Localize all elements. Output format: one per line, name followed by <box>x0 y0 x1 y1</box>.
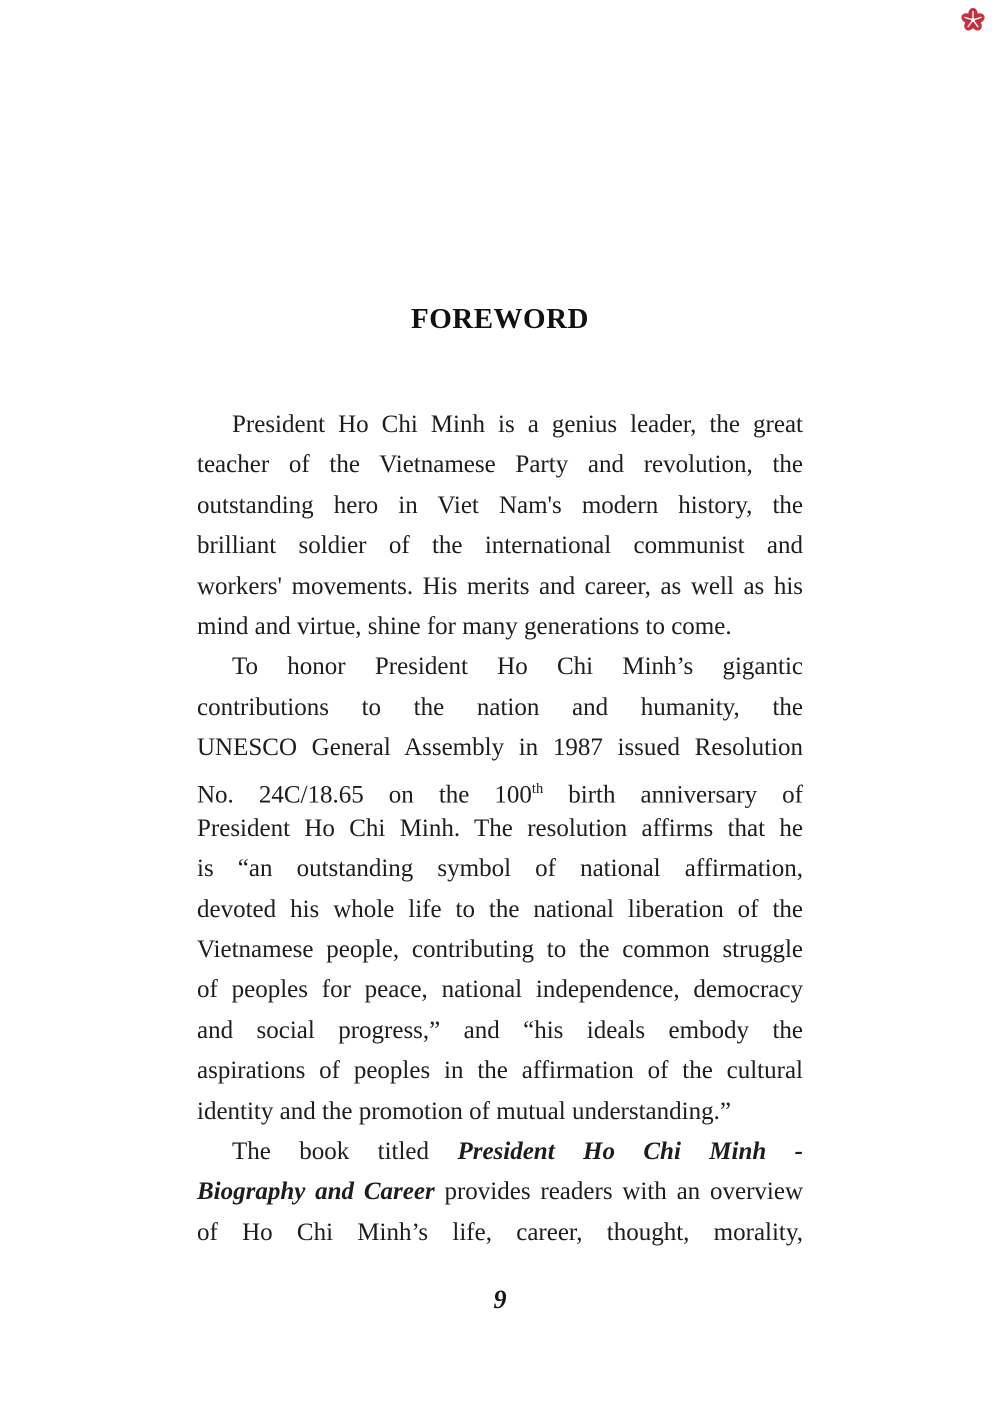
text-run: President Ho Chi Minh - <box>457 1138 804 1166</box>
text-line <box>197 1213 803 1253</box>
text-line <box>197 647 803 687</box>
text-line <box>197 688 803 728</box>
paragraph <box>197 405 803 647</box>
text-run: of peoples for peace, national independence, democracy <box>197 976 803 1004</box>
body-text <box>197 405 803 1253</box>
text-run: To honor President Ho Chi Minh’s gigantic <box>232 653 803 681</box>
text-run: Vietnamese people, contributing to the common struggle <box>197 936 803 964</box>
text-run: th <box>531 780 544 797</box>
text-run: The book titled <box>232 1138 458 1166</box>
page-title: FOREWORD <box>411 303 589 335</box>
text-line <box>197 486 803 526</box>
text-run: President Ho Chi Minh. The resolution affirms that he <box>197 814 803 842</box>
text-run: of Ho Chi Minh’s life, career, thought, morality, <box>197 1218 803 1246</box>
text-line <box>197 970 803 1010</box>
text-line <box>197 405 803 445</box>
page-number: 9 <box>493 1285 507 1314</box>
paragraph <box>197 647 803 1132</box>
text-line <box>197 567 803 607</box>
flower-icon <box>959 6 987 34</box>
text-line <box>197 890 803 930</box>
text-run: is “an outstanding symbol of national affirmation, <box>197 855 803 883</box>
text-line <box>197 1092 803 1132</box>
text-line <box>197 728 803 768</box>
text-run: birth anniversary of <box>543 780 804 808</box>
text-run: aspirations of peoples in the affirmation of the cultural <box>197 1057 803 1085</box>
text-line <box>197 445 803 485</box>
text-line <box>197 930 803 970</box>
text-run: identity and the promotion of mutual understanding.” <box>197 1097 731 1125</box>
text-run: outstanding hero in Viet Nam's modern history, the <box>197 491 803 519</box>
text-run: and social progress,” and “his ideals embody the <box>197 1016 803 1044</box>
text-run: President Ho Chi Minh is a genius leader, the great <box>232 411 803 438</box>
text-line <box>197 526 803 566</box>
text-run: workers' movements. His merits and career, as well as his <box>197 572 803 600</box>
text-run: brilliant soldier of the international communist and <box>197 532 803 560</box>
text-run: Biography and Career <box>197 1178 435 1206</box>
text-run: No. 24C/18.65 on the 100 <box>197 780 532 808</box>
text-line <box>197 849 803 889</box>
text-line <box>197 809 803 849</box>
text-run: devoted his whole life to the national liberation of the <box>197 895 803 923</box>
text-run: mind and virtue, shine for many generations to come. <box>197 612 732 640</box>
text-line <box>197 1051 803 1091</box>
text-run: provides readers with an overview <box>434 1178 803 1206</box>
text-line <box>197 607 803 647</box>
text-line <box>197 1011 803 1051</box>
text-line <box>197 769 803 809</box>
text-run: teacher of the Vietnamese Party and revolution, the <box>197 451 803 479</box>
text-run: contributions to the nation and humanity, the <box>197 693 803 721</box>
text-line <box>197 1172 803 1212</box>
paragraph <box>197 1132 803 1253</box>
text-run: UNESCO General Assembly in 1987 issued Resolution <box>197 734 803 762</box>
text-line <box>197 1132 803 1172</box>
